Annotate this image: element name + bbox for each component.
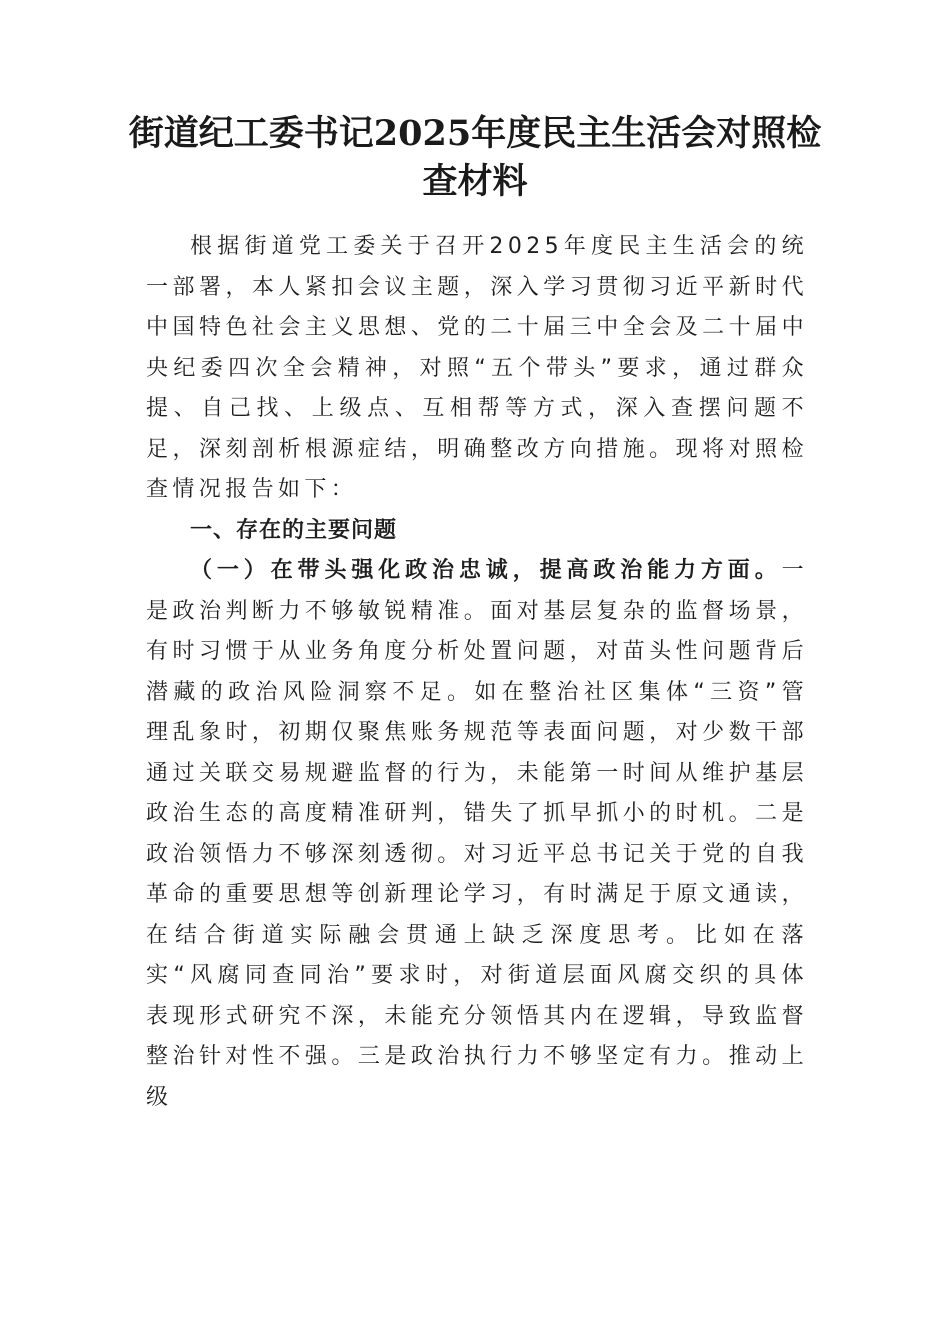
- subsection-heading: （一）在带头强化政治忠诚，提高政治能力方面。: [190, 558, 782, 583]
- document-title: 街道纪工委书记2025年度民主生活会对照检查材料: [128, 113, 822, 202]
- document-body: [146, 227, 808, 1118]
- section-heading: 一、存在的主要问题: [190, 517, 398, 543]
- subsection-paragraph: [146, 551, 808, 1118]
- subsection-body: 一是政治判断力不够敏锐精准。面对基层复杂的监督场景，有时习惯于从业务角度分析处置问题，对苗头性问题背后潜藏的政治风险洞察不足。如在整治社区集体“三资”管理乱象时，初期仅聚焦账务规范等表面问题，对少数干部通过关联交易规避监督的行为，未能第一时间从维护基层政治生态的高度精准研判，错失了抓早抓小的时机。二是政治领悟力不够深刻透彻。对习近平总书记关于党的自我革命的重要思想等创新理论学习，有时满足于原文通读，在结合街道实际融会贯通上缺乏深度思考。比如在落实“风腐同查同治”要求时，对街道层面风腐交织的具体表现形式研究不深，未能充分领悟其内在逻辑，导致监督整治针对性不强。三是政治执行力不够坚定有力。推动上级: [146, 558, 808, 1110]
- intro-paragraph: 根据街道党工委关于召开2025年度民主生活会的统一部署，本人紧扣会议主题，深入学习贯彻习近平新时代中国特色社会主义思想、党的二十届三中全会及二十届中央纪委四次全会精神，对照“五个带头”要求，通过群众提、自己找、上级点、互相帮等方式，深入查摆问题不足，深刻剖析根源症结，明确整改方向措施。现将对照检查情况报告如下：: [146, 234, 808, 502]
